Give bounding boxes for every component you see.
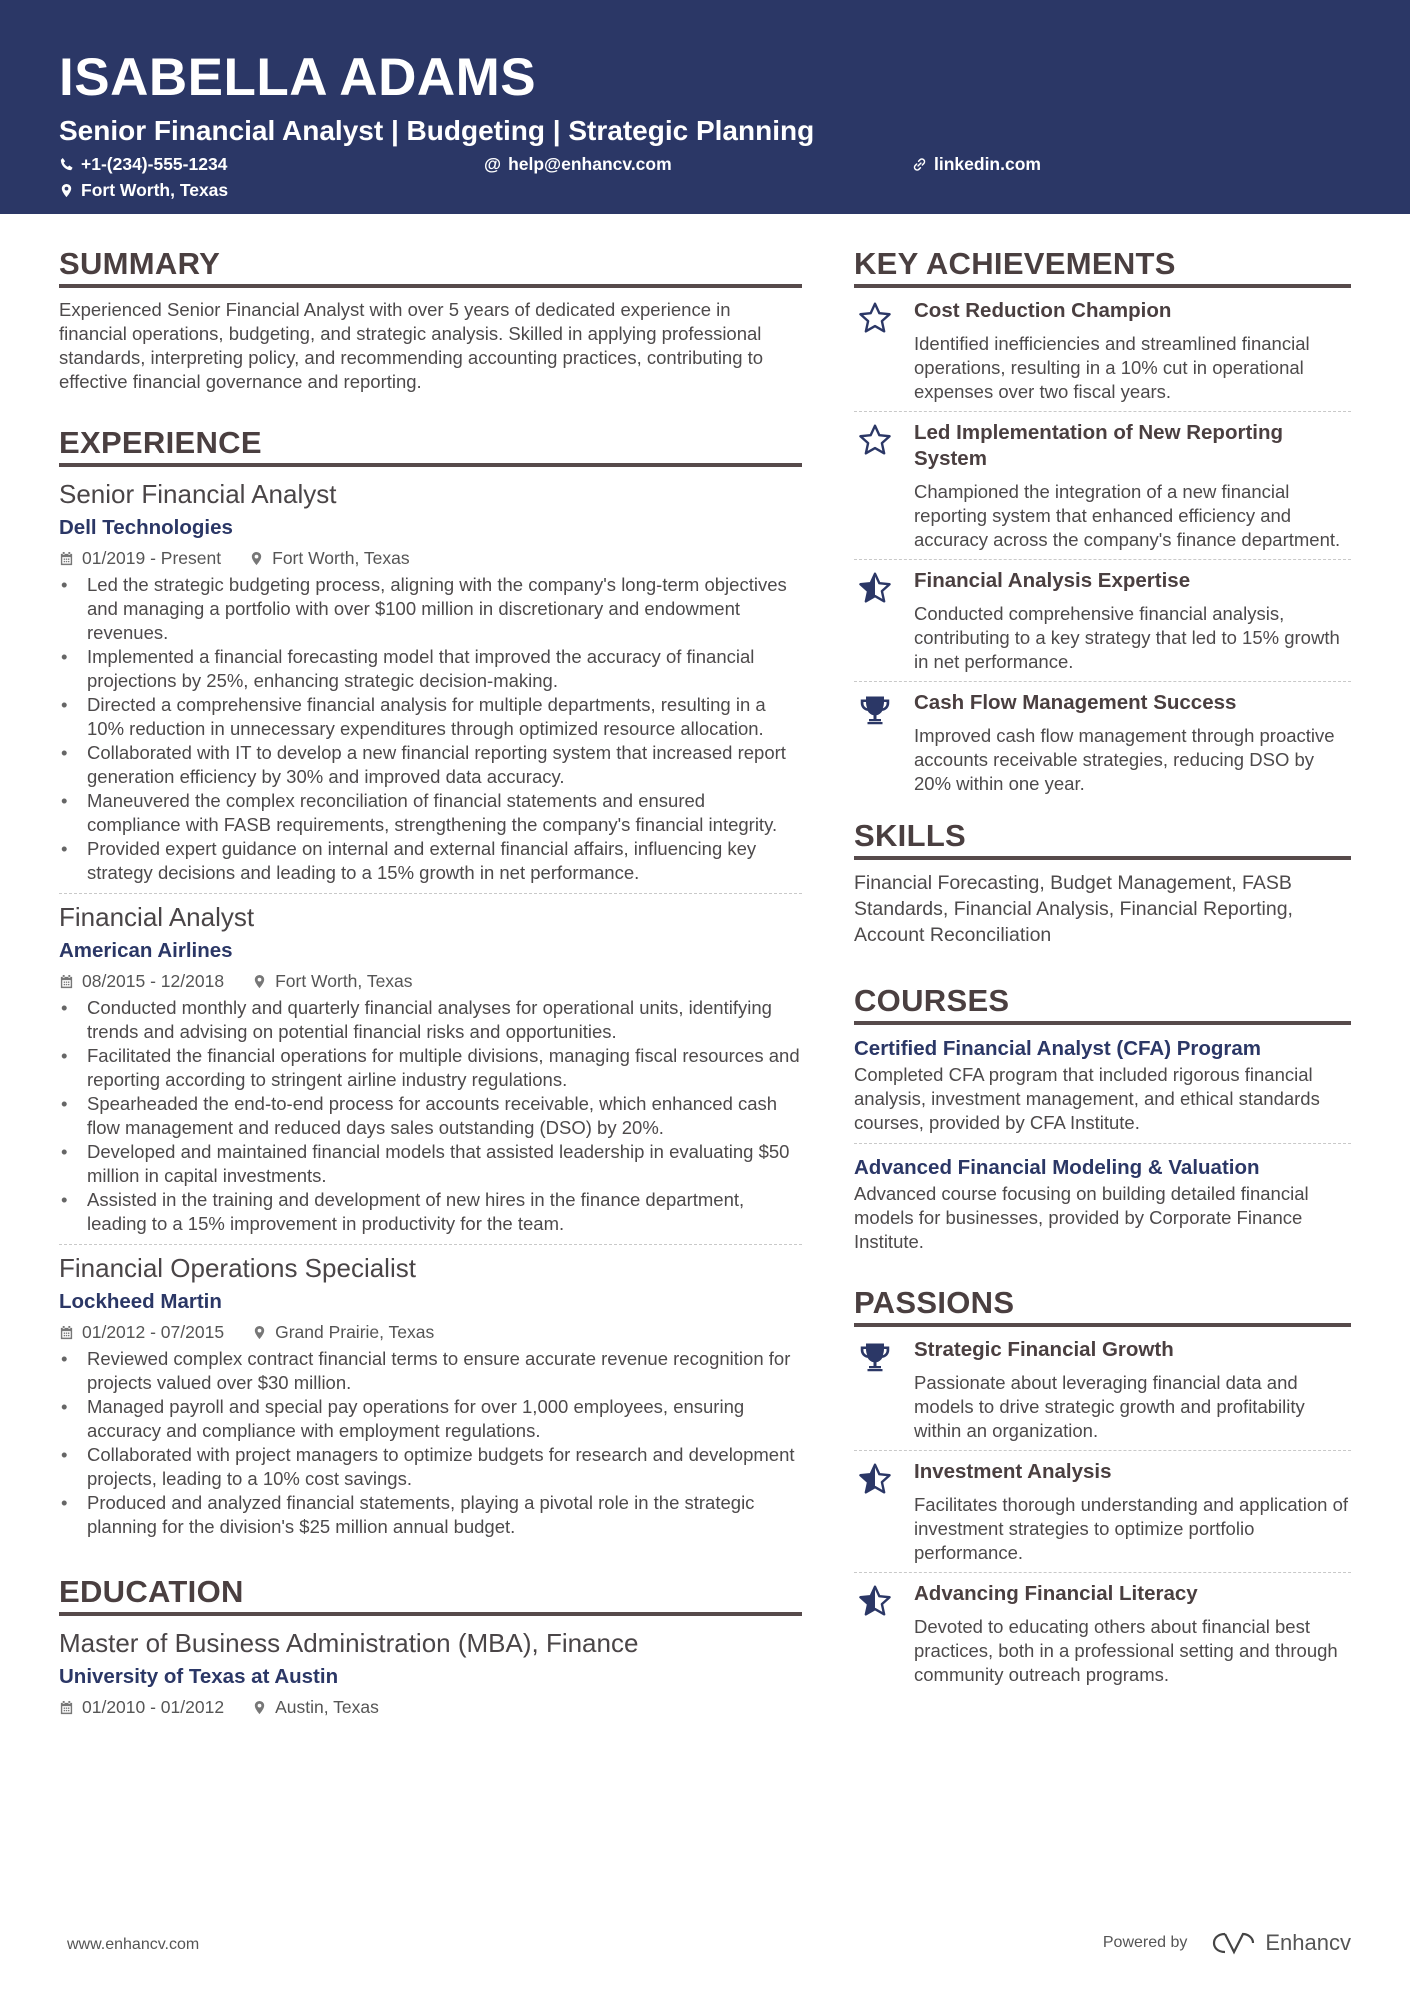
job-title: Senior Financial Analyst xyxy=(59,479,337,509)
trophy-icon xyxy=(857,692,893,728)
course-item xyxy=(854,1029,1351,1143)
item-description: Improved cash flow management through proactive accounts receivable strategies, reducing DSO by 20% within one year. xyxy=(914,725,1335,794)
summary-section xyxy=(59,245,802,394)
job-title: Financial Analyst xyxy=(59,902,255,932)
left-column xyxy=(59,245,802,1743)
bullet-item: • Spearheaded the end-to-end process for accounts receivable, which enhanced cash flow management and reduced days sales outstanding (DSO) by 20%. xyxy=(59,1092,802,1140)
job-bullets xyxy=(59,996,802,1236)
dates: 08/2015 - 12/2018 xyxy=(82,971,225,991)
location-text: Fort Worth, Texas xyxy=(81,180,229,200)
calendar-icon xyxy=(59,974,74,989)
job-bullets xyxy=(59,573,802,885)
achievements-section xyxy=(854,245,1351,803)
job-meta xyxy=(59,544,802,572)
location-pin-icon xyxy=(249,551,264,566)
section-title: KEY ACHIEVEMENTS xyxy=(854,245,1351,288)
section-title: COURSES xyxy=(854,982,1351,1025)
section-title: PASSIONS xyxy=(854,1284,1351,1327)
bullet-item: • Directed a comprehensive financial analysis for multiple departments, resulting in a 10% reduction in unnecessary expenditures through optimized resource allocation. xyxy=(59,693,802,741)
calendar-icon xyxy=(59,1700,74,1715)
item-title: Strategic Financial Growth xyxy=(914,1338,1174,1361)
item-title: Cash Flow Management Success xyxy=(914,691,1237,714)
phone-text: +1-(234)-555-1234 xyxy=(81,154,228,174)
job-bullets xyxy=(59,1347,802,1539)
section-title: SKILLS xyxy=(854,817,1351,860)
dates: 01/2012 - 07/2015 xyxy=(82,1322,225,1342)
enhancv-logo-icon xyxy=(1211,1930,1257,1956)
bullet-item: • Conducted monthly and quarterly financial analyses for operational units, identifying trends and advising on potential financial risks and opportunities. xyxy=(59,996,802,1044)
degree: Master of Business Administration (MBA), Finance xyxy=(59,1628,639,1658)
school: University of Texas at Austin xyxy=(59,1665,339,1688)
section-title: EXPERIENCE xyxy=(59,424,802,467)
location-pin-icon xyxy=(59,183,74,198)
item-description: Passionate about leveraging financial data and models to drive strategic growth and profitability within an organization. xyxy=(914,1372,1305,1441)
item-description: Conducted comprehensive financial analysis, contributing to a key strategy that led to 15% growth in net performance. xyxy=(914,603,1340,672)
skills-section xyxy=(854,817,1351,948)
link-icon xyxy=(912,157,927,172)
contact-location xyxy=(59,180,228,201)
item-description: Devoted to educating others about financial best practices, both in a professional setting and through community outreach programs. xyxy=(914,1616,1338,1685)
bullet-item: • Reviewed complex contract financial terms to ensure accurate revenue recognition for projects valued over $30 million. xyxy=(59,1347,802,1395)
linkedin-text[interactable]: linkedin.com xyxy=(934,154,1041,174)
powered-by-label: Powered by xyxy=(1102,1934,1188,1951)
skills-text: Financial Forecasting, Budget Management, FASB Standards, Financial Analysis, Financial Reporting, Account Reconciliation xyxy=(854,872,1293,946)
section-title: EDUCATION xyxy=(59,1573,802,1616)
item-title: Led Implementation of New Reporting System xyxy=(914,421,1284,470)
section-title: SUMMARY xyxy=(59,245,802,288)
contact-phone xyxy=(59,154,227,175)
job-entry xyxy=(59,477,802,893)
courses-section xyxy=(854,982,1351,1262)
candidate-tagline: Senior Financial Analyst | Budgeting | Strategic Planning xyxy=(59,115,815,146)
bullet-item: • Produced and analyzed financial statements, playing a pivotal role in the strategic planning for the division's $25 million annual budget. xyxy=(59,1491,802,1539)
footer-url[interactable]: www.enhancv.com xyxy=(67,1936,200,1953)
phone-icon xyxy=(59,157,74,172)
education-section xyxy=(59,1573,802,1721)
experience-section xyxy=(59,424,802,1547)
star-outline-icon xyxy=(857,422,893,458)
bullet-item: • Facilitated the financial operations for multiple divisions, managing fiscal resources and reporting according to stringent airline industry regulations. xyxy=(59,1044,802,1092)
course-description: Completed CFA program that included rigorous financial analysis, investment management, and ethical standards courses, provided by CFA Institute. xyxy=(854,1064,1320,1133)
achievement-item xyxy=(854,559,1351,681)
location: Fort Worth, Texas xyxy=(275,971,413,991)
summary-text: Experienced Senior Financial Analyst with over 5 years of dedicated experience in financial operations, budgeting, and strategic analysis. Skilled in applying professional standards, interpreting policy, and recommending accounting practices, contributing to effective financial governance and reporting. xyxy=(59,299,764,392)
job-entry xyxy=(59,1244,802,1547)
bullet-item: • Collaborated with IT to develop a new financial reporting system that increased report generation efficiency by 30% and improved data accuracy. xyxy=(59,741,802,789)
at-icon: @ xyxy=(484,154,502,174)
location: Fort Worth, Texas xyxy=(272,548,410,568)
company-name: American Airlines xyxy=(59,939,233,962)
calendar-icon xyxy=(59,1325,74,1340)
company-name: Lockheed Martin xyxy=(59,1290,222,1313)
bullet-item: • Implemented a financial forecasting model that improved the accuracy of financial projections by 25%, enhancing strategic decision-making. xyxy=(59,645,802,693)
bullet-item: • Managed payroll and special pay operations for over 1,000 employees, ensuring accuracy and compliance with employment regulations. xyxy=(59,1395,802,1443)
course-description: Advanced course focusing on building detailed financial models for businesses, provided by Corporate Finance Institute. xyxy=(854,1183,1309,1252)
email-text[interactable]: help@enhancv.com xyxy=(508,154,672,174)
passion-item xyxy=(854,1450,1351,1572)
bullet-item: • Maneuvered the complex reconciliation of financial statements and ensured compliance with FASB requirements, strengthening the company's financial integrity. xyxy=(59,789,802,837)
location: Austin, Texas xyxy=(275,1697,379,1717)
achievement-item xyxy=(854,290,1351,411)
item-title: Investment Analysis xyxy=(914,1460,1112,1483)
achievement-item xyxy=(854,681,1351,803)
bullet-item: • Led the strategic budgeting process, aligning with the company's long-term objectives and managing a portfolio with over $100 million in discretionary and endowment revenues. xyxy=(59,573,802,645)
trophy-icon xyxy=(857,1339,893,1375)
location-pin-icon xyxy=(252,1325,267,1340)
star-outline-icon xyxy=(857,300,893,336)
location: Grand Prairie, Texas xyxy=(275,1322,435,1342)
right-column xyxy=(854,245,1351,1716)
passions-section xyxy=(854,1284,1351,1694)
company-name: Dell Technologies xyxy=(59,516,233,539)
contact-linkedin[interactable] xyxy=(912,154,1041,175)
contact-info xyxy=(59,154,1351,206)
enhancv-logo[interactable] xyxy=(1211,1930,1351,1956)
star-half-icon xyxy=(857,1461,893,1497)
item-title: Advancing Financial Literacy xyxy=(914,1582,1198,1605)
item-title: Cost Reduction Champion xyxy=(914,299,1172,322)
passion-item xyxy=(854,1572,1351,1694)
contact-email[interactable] xyxy=(484,154,672,175)
dates: 01/2010 - 01/2012 xyxy=(82,1697,225,1717)
brand-name: Enhancv xyxy=(1265,1930,1351,1955)
passion-item xyxy=(854,1329,1351,1450)
item-title: Financial Analysis Expertise xyxy=(914,569,1191,592)
bullet-item: • Collaborated with project managers to optimize budgets for research and development projects, leading to a 10% cost savings. xyxy=(59,1443,802,1491)
achievement-item xyxy=(854,411,1351,559)
item-description: Championed the integration of a new financial reporting system that enhanced efficiency and accuracy across the company's finance department. xyxy=(914,481,1341,550)
education-meta xyxy=(59,1693,802,1721)
job-meta xyxy=(59,967,802,995)
resume-header xyxy=(0,0,1410,214)
item-description: Facilitates thorough understanding and application of investment strategies to optimize portfolio performance. xyxy=(914,1494,1349,1563)
powered-by xyxy=(1103,1930,1351,1956)
star-half-icon xyxy=(857,570,893,606)
footer xyxy=(67,1930,1351,1960)
course-title: Certified Financial Analyst (CFA) Program xyxy=(854,1037,1262,1060)
bullet-item: • Assisted in the training and development of new hires in the finance department, leading to a 15% improvement in productivity for the team. xyxy=(59,1188,802,1236)
candidate-name: ISABELLA ADAMS xyxy=(59,48,537,107)
course-title: Advanced Financial Modeling & Valuation xyxy=(854,1156,1260,1179)
job-title: Financial Operations Specialist xyxy=(59,1253,416,1283)
job-entry xyxy=(59,893,802,1244)
bullet-item: • Provided expert guidance on internal and external financial affairs, influencing key strategy decisions and leading to a 15% growth in net performance. xyxy=(59,837,802,885)
location-pin-icon xyxy=(252,974,267,989)
star-half-icon xyxy=(857,1583,893,1619)
item-description: Identified inefficiencies and streamlined financial operations, resulting in a 10% cut in operational expenses over two fiscal years. xyxy=(914,333,1310,402)
job-meta xyxy=(59,1318,802,1346)
course-item xyxy=(854,1143,1351,1262)
calendar-icon xyxy=(59,551,74,566)
dates: 01/2019 - Present xyxy=(82,548,222,568)
bullet-item: • Developed and maintained financial models that assisted leadership in evaluating $50 million in capital investments. xyxy=(59,1140,802,1188)
location-pin-icon xyxy=(252,1700,267,1715)
